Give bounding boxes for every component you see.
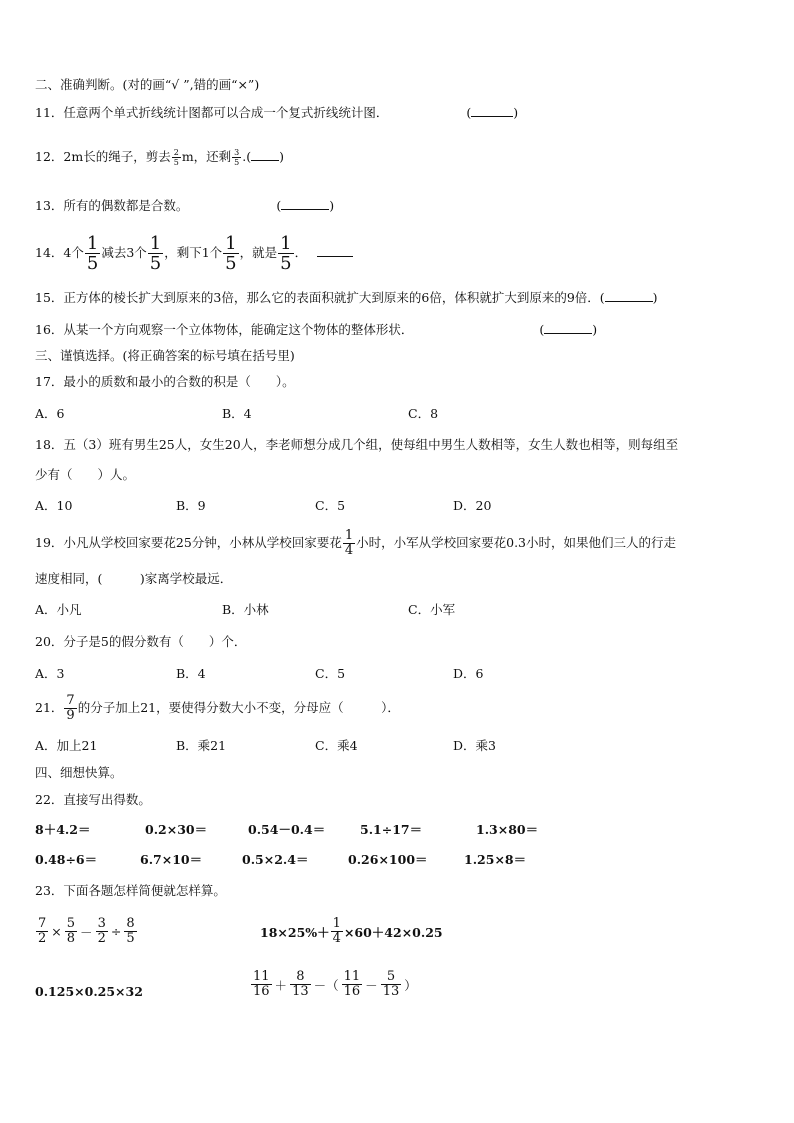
question-16: 16．从某一个方向观察一个立体物体，能确定这个物体的整体形状． ( ) (35, 322, 598, 337)
answer-blank-16[interactable] (544, 321, 592, 334)
question-17: 17．最小的质数和最小的合数的积是（ ）。 (35, 374, 295, 389)
calc-item: 0.48÷6＝ (35, 852, 98, 867)
answer-blank-12[interactable] (251, 148, 279, 161)
question-19: 19．小凡从学校回家要花25分钟，小林从学校回家要花 $\frac{1}{4}$ 小时，小军从学校回家要花0.3小时，如果他们三人的行走 (35, 528, 676, 558)
calc-item: 8＋4.2＝ (35, 822, 91, 837)
answer-blank-11[interactable] (471, 104, 513, 117)
option-d[interactable]: D．20 (453, 498, 492, 513)
option-d[interactable]: D．乘3 (453, 738, 496, 753)
fraction: $\frac{1}{5}$ (225, 233, 237, 274)
question-22-title: 22．直接写出得数。 (35, 792, 151, 807)
fraction: $\frac{1}{5}$ (86, 233, 99, 274)
option-c[interactable]: C．5 (315, 666, 346, 681)
option-a[interactable]: A．3 (35, 666, 65, 681)
section-4-title: 四、细想快算。 (35, 765, 123, 780)
fraction: $\frac{7}{2}$ (38, 916, 47, 946)
calc-item: 1.25×8＝ (464, 852, 527, 867)
option-c[interactable]: C．5 (315, 498, 346, 513)
expression-3: 0.125×0.25×32 (35, 984, 143, 999)
question-14: 14．4个 $\frac{1}{5}$ 减去3个 $\frac{1}{5}$ ，剩下1个 $\frac{1}{5}$ ，就是 $\frac{1}{5}$ ． (35, 234, 353, 273)
question-23-title: 23．下面各题怎样简便就怎样算。 (35, 883, 226, 898)
fraction: $\frac{11}{16}$ (343, 969, 361, 999)
option-a[interactable]: A．加上21 (35, 738, 98, 753)
fraction: $\frac{7}{9}$ (66, 693, 75, 723)
option-b[interactable]: B．乘21 (176, 738, 227, 753)
calc-item: 0.2×30＝ (145, 822, 208, 837)
section-3-title: 三、谨慎选择。(将正确答案的标号填在括号里) (35, 348, 295, 363)
question-18-line-1: 18．五（3）班有男生25人，女生20人，李老师想分成几个组，使每组中男生人数相等，女生人数也相等，则每组至 (35, 437, 679, 452)
fraction: $\frac{1}{4}$ (344, 528, 354, 558)
option-a[interactable]: A．6 (35, 406, 65, 421)
expression-1: $\frac{7}{2}$ × $\frac{5}{8}$ － $\frac{3}{2}$ ÷ $\frac{8}{5}$ (38, 916, 135, 946)
fraction: $\frac{8}{5}$ (126, 916, 135, 946)
calc-item: 0.54－0.4＝ (248, 822, 326, 837)
fraction: $\frac{1}{4}$ (332, 916, 341, 946)
option-b[interactable]: B．4 (176, 666, 206, 681)
answer-blank-15[interactable] (605, 289, 653, 302)
section-2-title: 二、准确判断。(对的画“√ ”,错的画“×”) (35, 77, 260, 92)
fraction: $\frac{1}{5}$ (280, 233, 292, 274)
question-11: 11．任意两个单式折线统计图都可以合成一个复式折线统计图． ( ) (35, 105, 519, 120)
question-15: 15．正方体的棱长扩大到原来的3倍，那么它的表面积就扩大到原来的6倍，体积就扩大到原来的9倍．( ) (35, 290, 658, 305)
answer-blank-13[interactable] (281, 197, 329, 210)
fraction: $\frac{2}{5}$ (173, 148, 179, 167)
option-a[interactable]: A．小凡 (35, 602, 82, 617)
option-c[interactable]: C．小军 (408, 602, 456, 617)
fraction: $\frac{3}{5}$ (234, 148, 240, 167)
option-a[interactable]: A．10 (35, 498, 73, 513)
fraction: $\frac{8}{13}$ (292, 969, 309, 999)
expression-4: $\frac{11}{16}$ ＋ $\frac{8}{13}$ －（ $\frac{11}{16}$ － $\frac{5}{13}$ ） (253, 969, 417, 999)
question-11-text: 11．任意两个单式折线统计图都可以合成一个复式折线统计图． (35, 105, 389, 120)
fraction: $\frac{3}{2}$ (97, 916, 106, 946)
expression-2: 18×25%＋ $\frac{1}{4}$ ×60＋42×0.25 (260, 916, 443, 946)
option-c[interactable]: C．乘4 (315, 738, 358, 753)
fraction: $\frac{11}{16}$ (253, 969, 270, 999)
option-b[interactable]: B．4 (222, 406, 252, 421)
fraction: $\frac{5}{8}$ (66, 916, 76, 946)
question-19-line-2: 速度相同，( )家离学校最远． (35, 571, 233, 586)
question-13: 13．所有的偶数都是合数。 ( ) (35, 198, 335, 213)
option-b[interactable]: B．小林 (222, 602, 269, 617)
calc-item: 0.26×100＝ (348, 852, 428, 867)
option-b[interactable]: B．9 (176, 498, 206, 513)
calc-item: 5.1÷17＝ (360, 822, 423, 837)
question-18-line-2: 少有（ ）人。 (35, 467, 136, 482)
question-20: 20．分子是5的假分数有（ ）个． (35, 634, 247, 649)
fraction: $\frac{5}{13}$ (382, 969, 400, 999)
option-d[interactable]: D．6 (453, 666, 484, 681)
calc-item: 0.5×2.4＝ (242, 852, 309, 867)
answer-blank-14[interactable] (317, 244, 353, 257)
calc-item: 1.3×80＝ (476, 822, 539, 837)
question-21: 21． $\frac{7}{9}$ 的分子加上21，要使得分数大小不变，分母应（ ）． (35, 693, 400, 723)
question-12: 12．2m长的绳子，剪去 $\frac{2}{5}$ m，还剩 $\frac{3}{5}$ .( ) (35, 148, 285, 167)
calc-item: 6.7×10＝ (140, 852, 203, 867)
fraction: $\frac{1}{5}$ (149, 233, 162, 274)
option-c[interactable]: C．8 (408, 406, 439, 421)
